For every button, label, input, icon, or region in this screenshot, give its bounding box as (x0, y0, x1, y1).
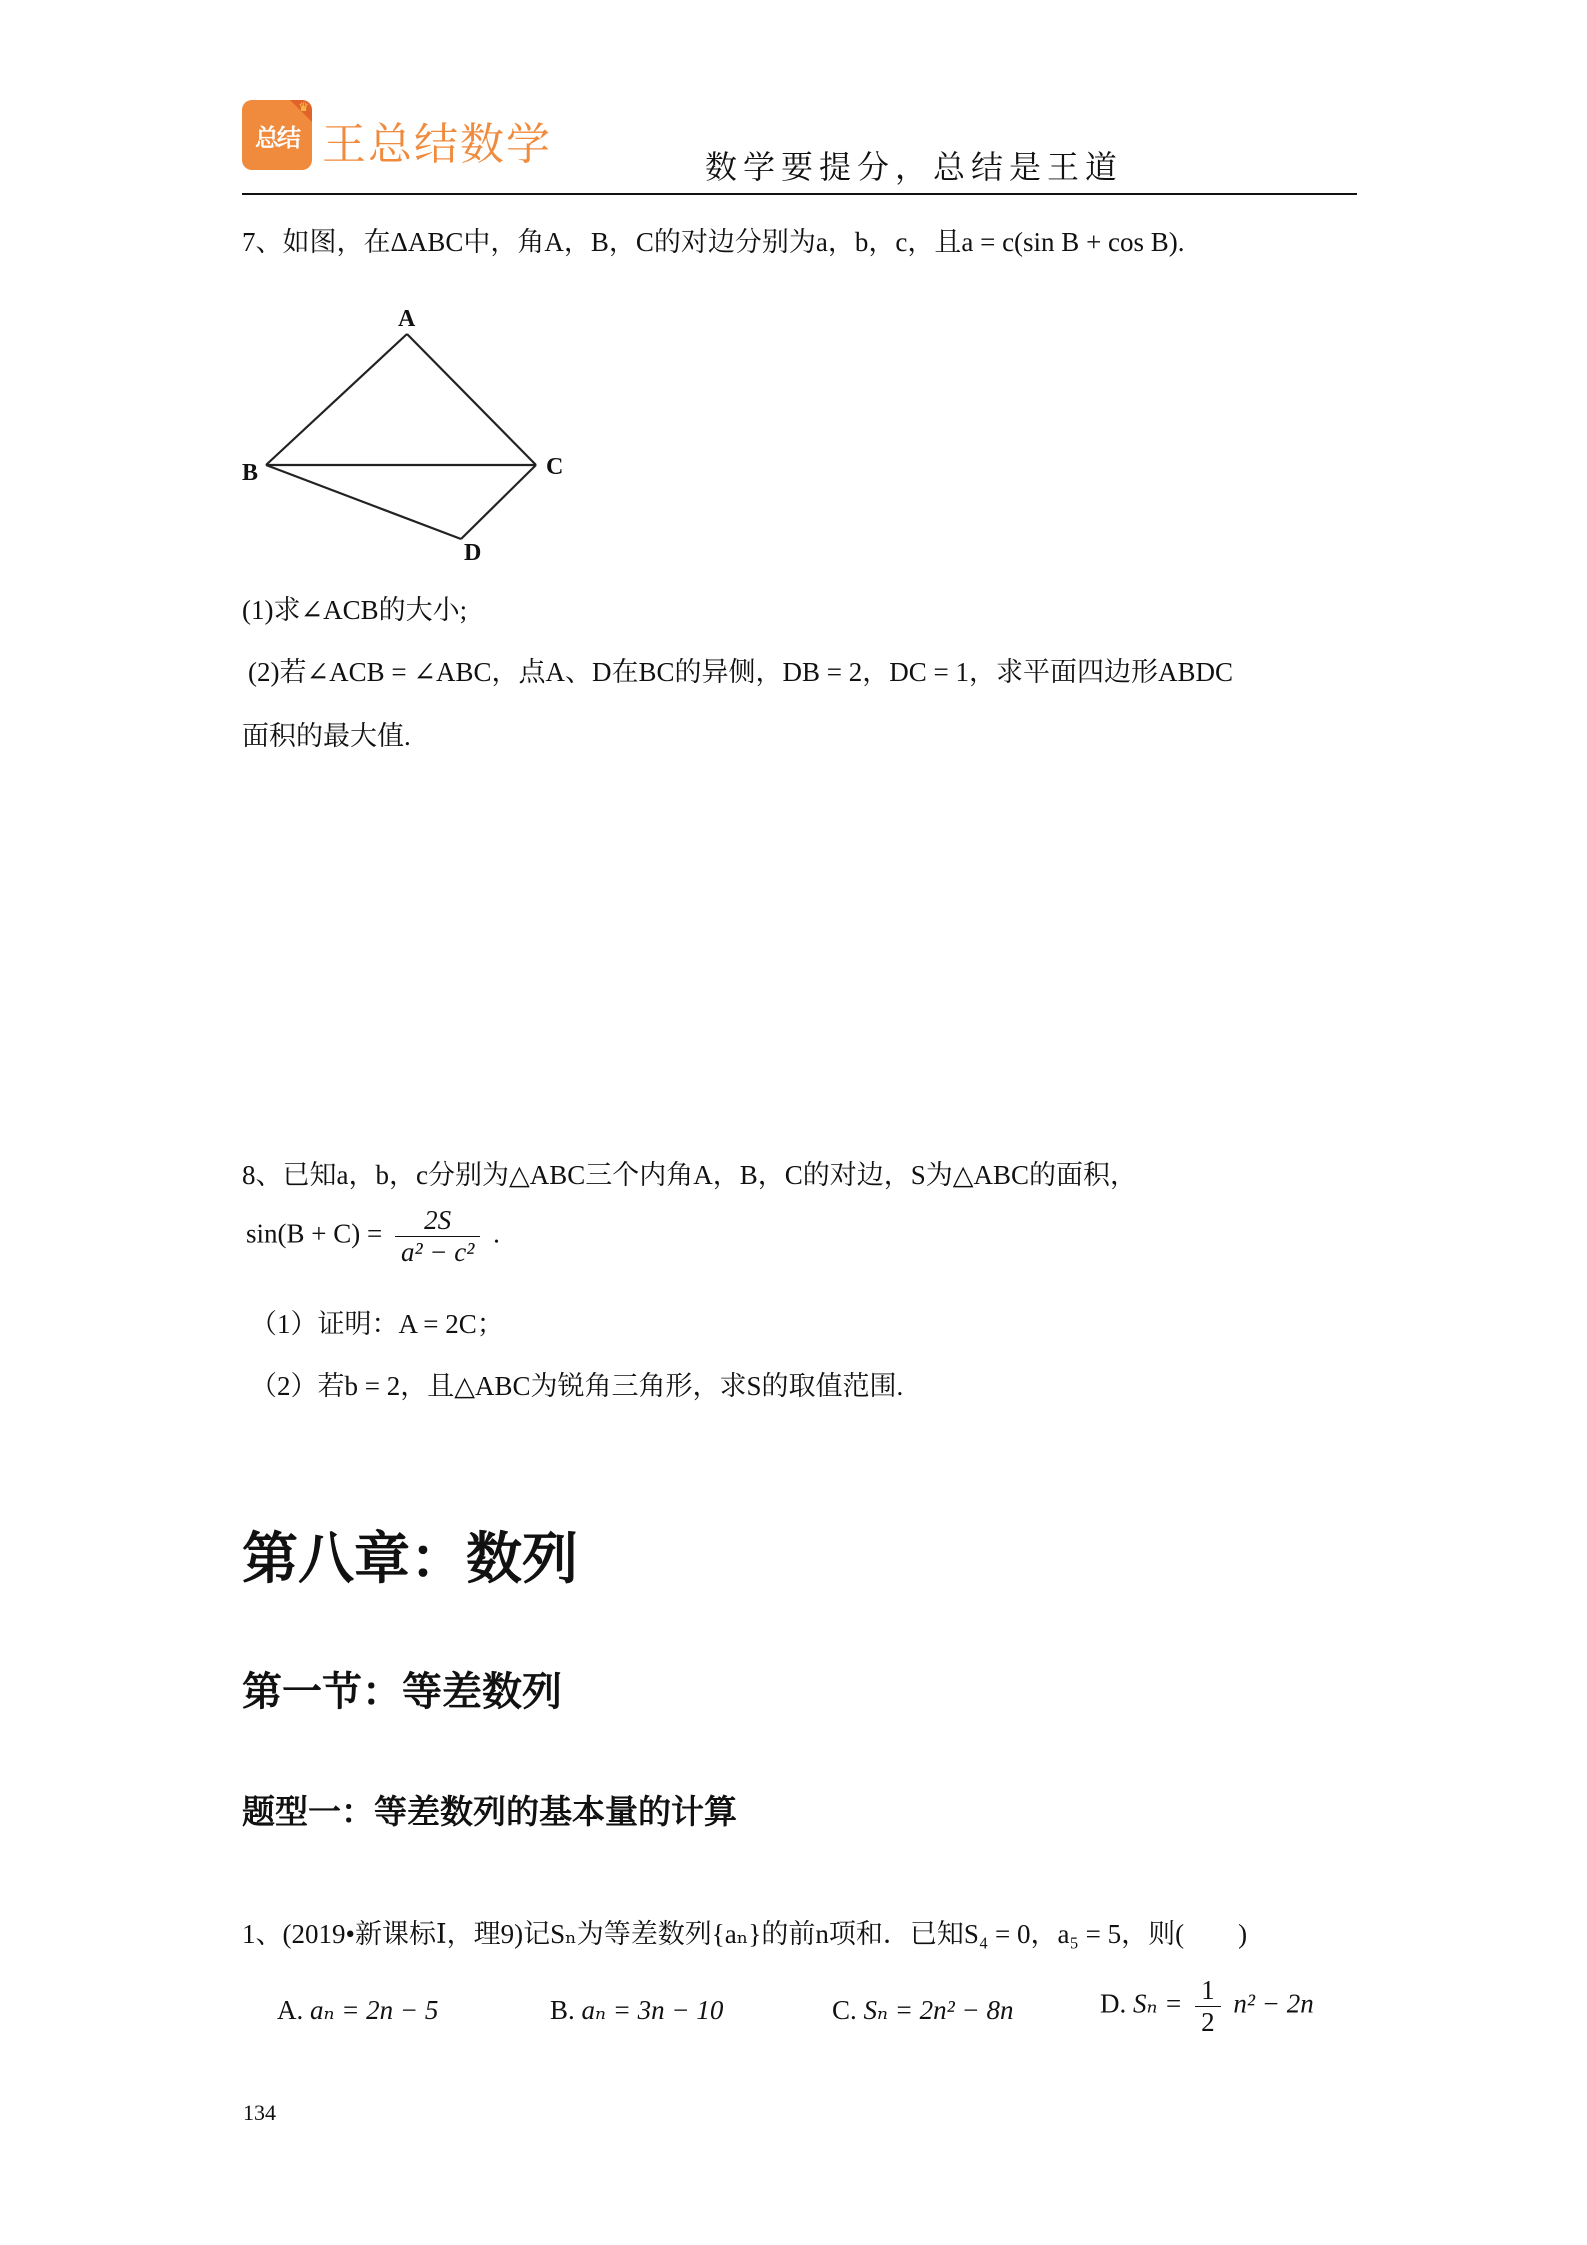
q7-part2-line2: 面积的最大值. (242, 721, 411, 751)
page-number: 134 (243, 2100, 276, 2125)
q7-stem: 7、如图，在ΔABC中，角A，B，C的对边分别为a，b，c，且a = c(sin B + cos B). (242, 227, 1185, 257)
section-title: 第一节：等差数列 (242, 1669, 562, 1715)
vertex-label-d: D (464, 540, 482, 563)
brand-name: 王总结数学 (322, 119, 552, 170)
segment-ab (266, 334, 407, 465)
vertex-label-c: C (546, 454, 564, 480)
option-expr: Sₙ = 2n² − 8n (863, 1995, 1014, 2025)
vertex-label-b: B (242, 460, 259, 486)
option-fraction (1195, 1975, 1221, 2038)
segment-bd (266, 465, 461, 539)
logo-icon-text: 总结 (255, 123, 299, 152)
question-type-title: 题型一：等差数列的基本量的计算 (242, 1792, 737, 1831)
option-label: D. (1100, 1988, 1127, 2019)
q1-option-b (550, 1995, 723, 2026)
option-expr-pre: Sₙ = (1133, 1988, 1183, 2019)
brand-logo (242, 100, 312, 170)
q1-option-c (832, 1995, 1014, 2026)
vertex-label-a: A (398, 306, 416, 332)
formula-fraction (395, 1205, 480, 1268)
formula-end: . (493, 1218, 500, 1249)
segment-ac (407, 334, 536, 465)
fraction-denominator: 2 (1201, 2007, 1215, 2037)
q7-figure-quadrilateral (238, 298, 578, 563)
option-label: C. (832, 1995, 857, 2025)
fraction-denominator: a² − c² (400, 1237, 475, 1267)
option-expr: aₙ = 2n − 5 (310, 1995, 439, 2025)
header-motto: 数学要提分，总结是王道 (705, 148, 1124, 186)
fraction-numerator: 1 (1195, 1975, 1221, 2007)
fraction-numerator: 2S (395, 1205, 480, 1237)
header-divider (242, 193, 1357, 195)
segment-dc (461, 465, 536, 539)
q7-part1: (1)求∠ACB的大小; (242, 595, 468, 625)
q8-given-formula (246, 1205, 500, 1268)
option-expr-post: n² − 2n (1233, 1988, 1314, 2019)
q7-part2-line1: (2)若∠ACB = ∠ABC，点A、D在BC的异侧，DB = 2，DC = 1，求平面四边形ABDC (248, 657, 1233, 687)
crown-icon: ♛ (298, 100, 309, 114)
option-expr: aₙ = 3n − 10 (581, 1995, 724, 2025)
q1-option-d (1100, 1975, 1314, 2038)
q1-stem: 1、(2019•新课标Ⅰ，理9)记Sₙ为等差数列{aₙ}的前n项和．已知S₄ = 0，a₅ = 5，则( ) (242, 1919, 1248, 1949)
q8-stem: 8、已知a，b，c分别为△ABC三个内角A，B，C的对边，S为△ABC的面积， (242, 1160, 1138, 1190)
option-label: B. (550, 1995, 575, 2025)
chapter-title: 第八章：数列 (242, 1527, 578, 1592)
q8-part2: （2）若b = 2，且△ABC为锐角三角形，求S的取值范围. (250, 1371, 904, 1401)
q8-part1: （1）证明：A = 2C； (250, 1309, 504, 1339)
q1-option-a (277, 1995, 438, 2026)
formula-lhs: sin(B + C) = (246, 1218, 383, 1249)
option-label: A. (277, 1995, 304, 2025)
